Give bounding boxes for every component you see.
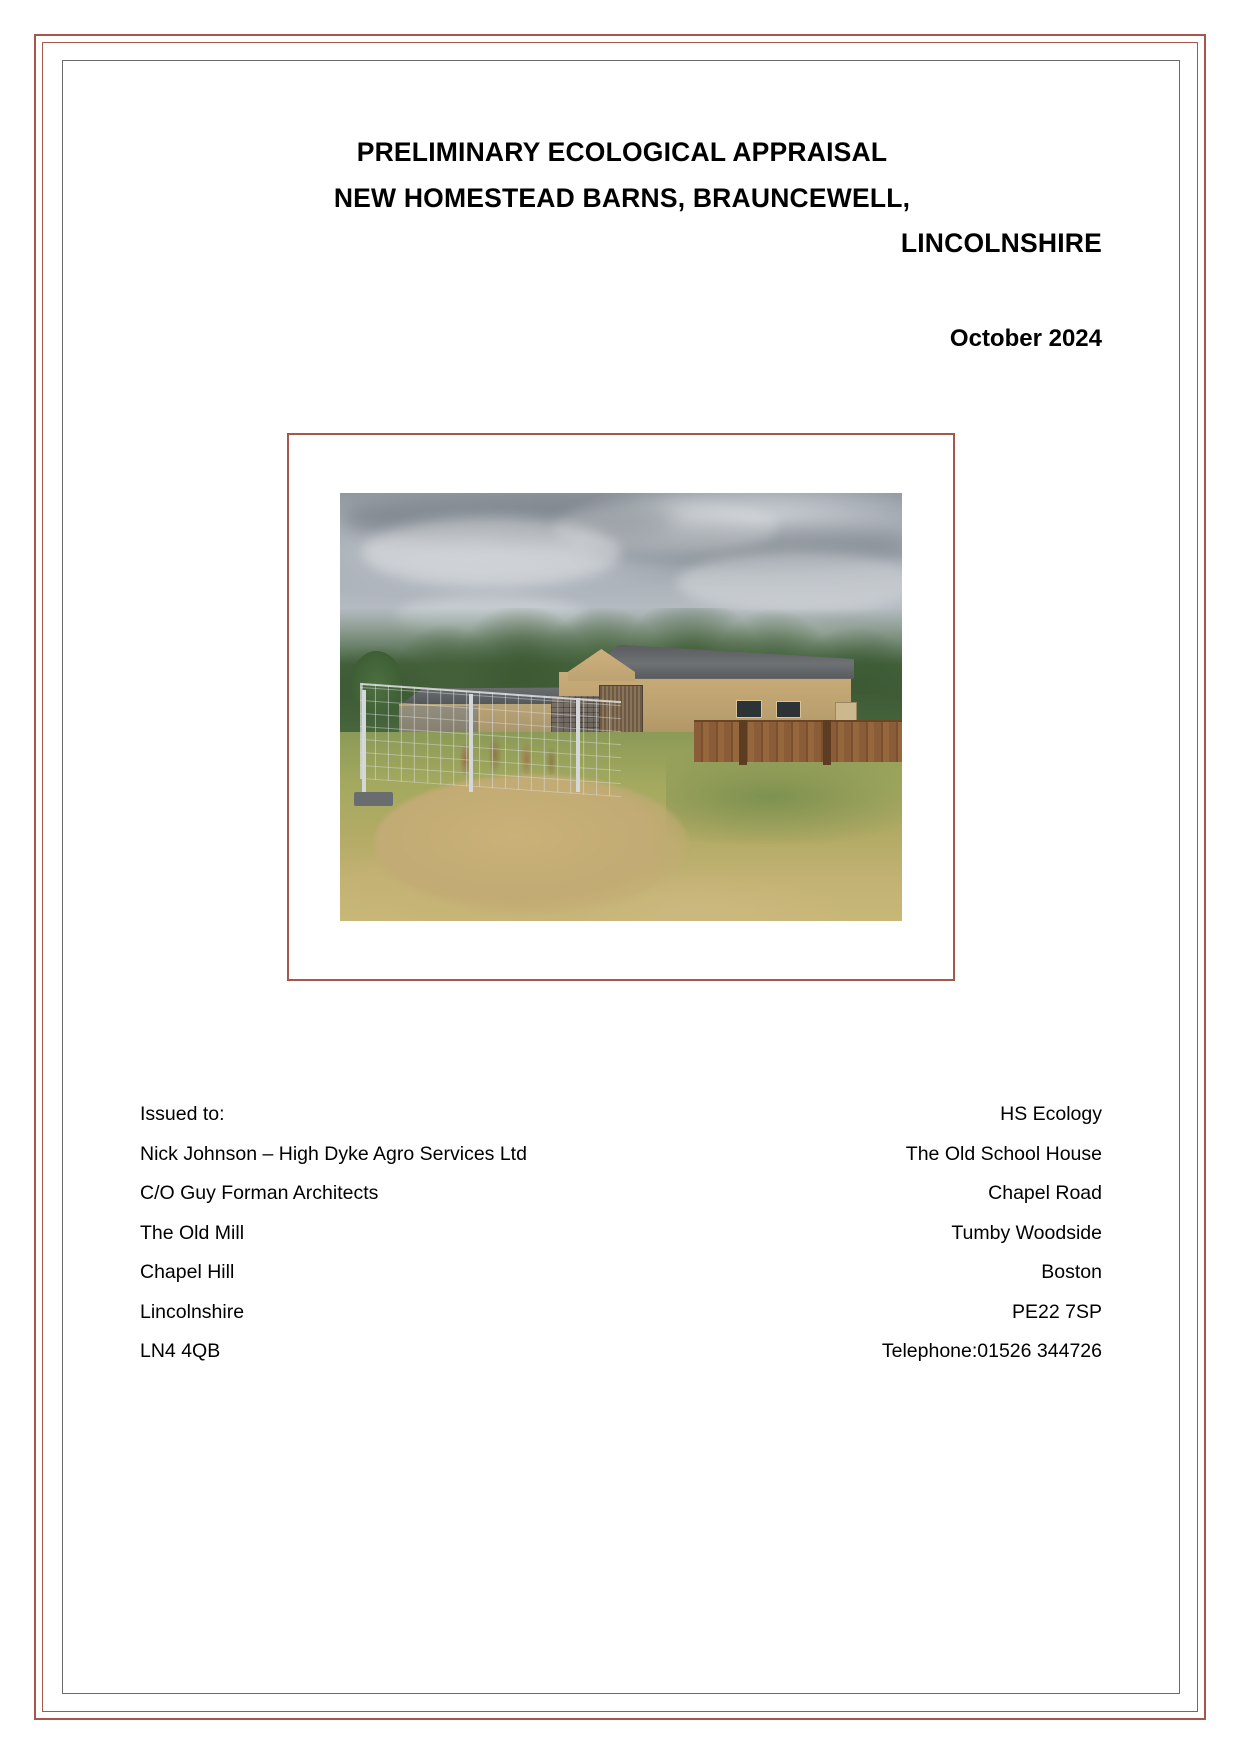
report-date: October 2024	[949, 324, 1102, 352]
page-title	[62, 130, 1180, 267]
title-line-2: NEW HOMESTEAD BARNS, BRAUNCEWELL,	[333, 182, 911, 213]
issued-to-line-1: Nick Johnson – High Dyke Agro Services Ltd	[140, 1142, 527, 1165]
issued-to-line-4: Chapel Hill	[140, 1261, 235, 1284]
photo-barn-window-1	[736, 700, 762, 717]
issued-to-block	[140, 1095, 527, 1372]
issued-to-heading: Issued to:	[140, 1103, 225, 1125]
photo-bare-earth	[374, 775, 689, 912]
address-row	[62, 1095, 1180, 1372]
prepared-by-line-2: The Old School House	[905, 1142, 1102, 1165]
prepared-by-line-5: Boston	[1041, 1261, 1102, 1284]
issued-to-line-6: LN4 4QB	[140, 1340, 221, 1363]
photo-mesh-post-3	[576, 698, 580, 792]
prepared-by-line-6: PE22 7SP	[1012, 1300, 1102, 1323]
photo-mesh-fence-foot	[354, 792, 393, 806]
cover-photo-frame	[287, 433, 955, 981]
title-line-3: LINCOLNSHIRE	[900, 228, 1102, 259]
issued-to-line-3: The Old Mill	[140, 1221, 245, 1244]
prepared-by-line-4: Tumby Woodside	[951, 1221, 1102, 1244]
photo-mesh-post-1	[362, 690, 366, 793]
cover-photo	[340, 493, 902, 921]
prepared-by-block	[882, 1095, 1102, 1372]
cover-page-content	[62, 60, 1180, 1694]
prepared-by-telephone: Telephone:01526 344726	[881, 1340, 1102, 1363]
photo-fence-post-1	[739, 720, 747, 765]
photo-grass-dark	[666, 750, 902, 844]
prepared-by-line-1: HS Ecology	[1000, 1103, 1102, 1125]
photo-cloud-3	[677, 553, 902, 613]
issued-to-line-2: C/O Guy Forman Architects	[140, 1182, 379, 1205]
photo-fence-post-2	[823, 720, 831, 765]
prepared-by-line-3: Chapel Road	[988, 1182, 1102, 1205]
title-line-1: PRELIMINARY ECOLOGICAL APPRAISAL	[356, 137, 888, 167]
photo-mesh-fence-panel	[360, 683, 621, 797]
photo-barn-window-2	[776, 701, 802, 718]
photo-mesh-post-2	[469, 694, 473, 792]
photo-wooden-fence	[694, 720, 902, 763]
photo-cloud-2	[554, 501, 779, 552]
issued-to-line-5: Lincolnshire	[140, 1300, 245, 1323]
